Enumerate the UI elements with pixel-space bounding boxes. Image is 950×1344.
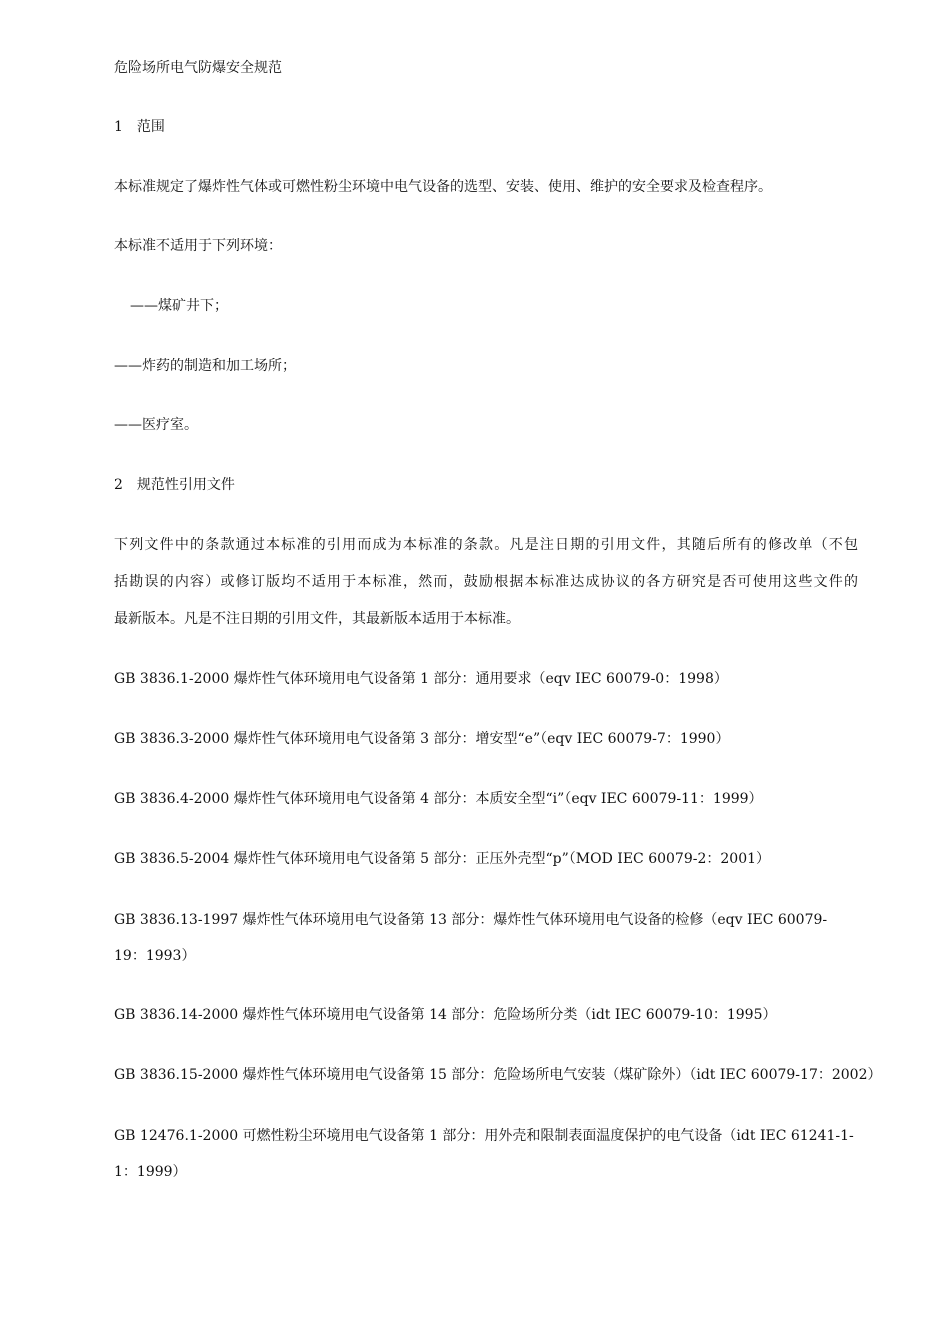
reference-item: GB 3836.15-2000 爆炸性气体环境用电气设备第 15 部分：危险场所电气安装（煤矿除外）（idt IEC 60079-17：2002） (114, 1067, 882, 1083)
section-1-heading: 1 范围 (114, 119, 165, 135)
reference-item: GB 3836.5-2004 爆炸性气体环境用电气设备第 5 部分：正压外壳型“p”（MOD IEC 60079-2：2001） (114, 851, 771, 867)
reference-item: GB 3836.14-2000 爆炸性气体环境用电气设备第 14 部分：危险场所分类（idt IEC 60079-10：1995） (114, 1007, 777, 1023)
section-2-paragraph-line: 最新版本。凡是不注日期的引用文件，其最新版本适用于本标准。 (114, 611, 520, 627)
section-1-paragraph-1: 本标准规定了爆炸性气体或可燃性粉尘环境中电气设备的选型、安装、使用、维护的安全要求及检查程序。 (114, 179, 772, 195)
section-2-heading: 2 规范性引用文件 (114, 477, 235, 493)
excluded-item: ——炸药的制造和加工场所； (114, 358, 296, 374)
excluded-item: ——医疗室。 (114, 417, 198, 433)
reference-item: GB 3836.1-2000 爆炸性气体环境用电气设备第 1 部分：通用要求（eqv IEC 60079-0：1998） (114, 671, 728, 687)
section-2-paragraph-line: 下列文件中的条款通过本标准的引用而成为本标准的条款。凡是注日期的引用文件，其随后所有的修改单（不包 (114, 537, 858, 553)
reference-item: GB 3836.13-1997 爆炸性气体环境用电气设备第 13 部分：爆炸性气体环境用电气设备的检修（eqv IEC 60079-19：1993） (114, 912, 828, 964)
reference-item: GB 3836.3-2000 爆炸性气体环境用电气设备第 3 部分：增安型“e”（eqv IEC 60079-7：1990） (114, 731, 730, 747)
section-2-paragraph-line: 括勘误的内容）或修订版均不适用于本标准，然而，鼓励根据本标准达成协议的各方研究是否可使用这些文件的 (114, 574, 858, 590)
section-1-paragraph-2: 本标准不适用于下列环境： (114, 238, 282, 254)
reference-item: GB 3836.4-2000 爆炸性气体环境用电气设备第 4 部分：本质安全型“i”（eqv IEC 60079-11：1999） (114, 791, 763, 807)
reference-item: GB 12476.1-2000 可燃性粉尘环境用电气设备第 1 部分：用外壳和限制表面温度保护的电气设备（idt IEC 61241-1-1：1999） (114, 1128, 854, 1180)
excluded-item: ——煤矿井下； (130, 298, 228, 314)
document-title: 危险场所电气防爆安全规范 (114, 60, 282, 76)
